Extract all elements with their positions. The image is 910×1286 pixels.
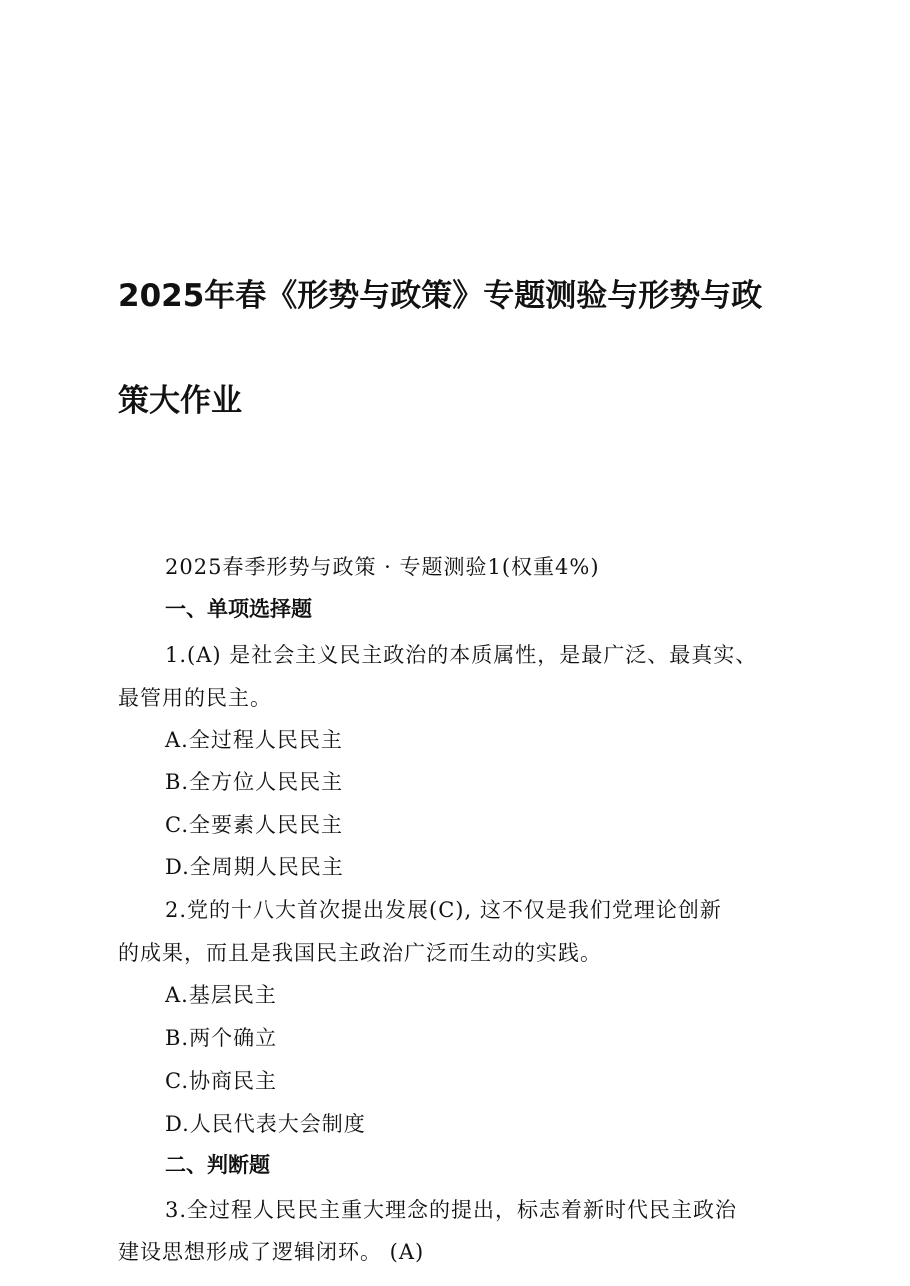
- question-2-option-a: A.基层民主: [165, 983, 277, 1007]
- question-2-line-2: 的成果，而且是我国民主政治广泛而生动的实践。: [118, 941, 602, 965]
- document-title-line-2: 策大作业: [118, 383, 242, 419]
- question-1-option-a: A.全过程人民民主: [165, 728, 343, 752]
- question-1-option-b: B.全方位人民民主: [165, 770, 344, 794]
- section-heading-single-choice: 一、单项选择题: [165, 597, 312, 621]
- question-1-line-2: 最管用的民主。: [118, 686, 272, 710]
- question-1-line-1: 1.(A) 是社会主义民主政治的本质属性，是最广泛、最真实、: [165, 643, 758, 667]
- question-1-option-c: C.全要素人民民主: [165, 813, 343, 837]
- question-3-line-2: 建设思想形成了逻辑闭环。 (A): [118, 1240, 425, 1264]
- question-3-line-1: 3.全过程人民民主重大理念的提出，标志着新时代民主政治: [165, 1198, 738, 1222]
- quiz-header: 2025春季形势与政策 · 专题测验1(权重4%): [165, 555, 600, 579]
- question-2-option-b: B.两个确立: [165, 1026, 278, 1050]
- question-2-line-1: 2.党的十八大首次提出发展(C), 这不仅是我们党理论创新: [165, 898, 722, 922]
- question-1-option-d: D.全周期人民民主: [165, 855, 344, 879]
- question-2-option-c: C.协商民主: [165, 1069, 277, 1093]
- document-title-line-1: 2025年春《形势与政策》专题测验与形势与政: [118, 278, 763, 314]
- section-heading-true-false: 二、判断题: [165, 1153, 270, 1177]
- question-2-option-d: D.人民代表大会制度: [165, 1112, 366, 1136]
